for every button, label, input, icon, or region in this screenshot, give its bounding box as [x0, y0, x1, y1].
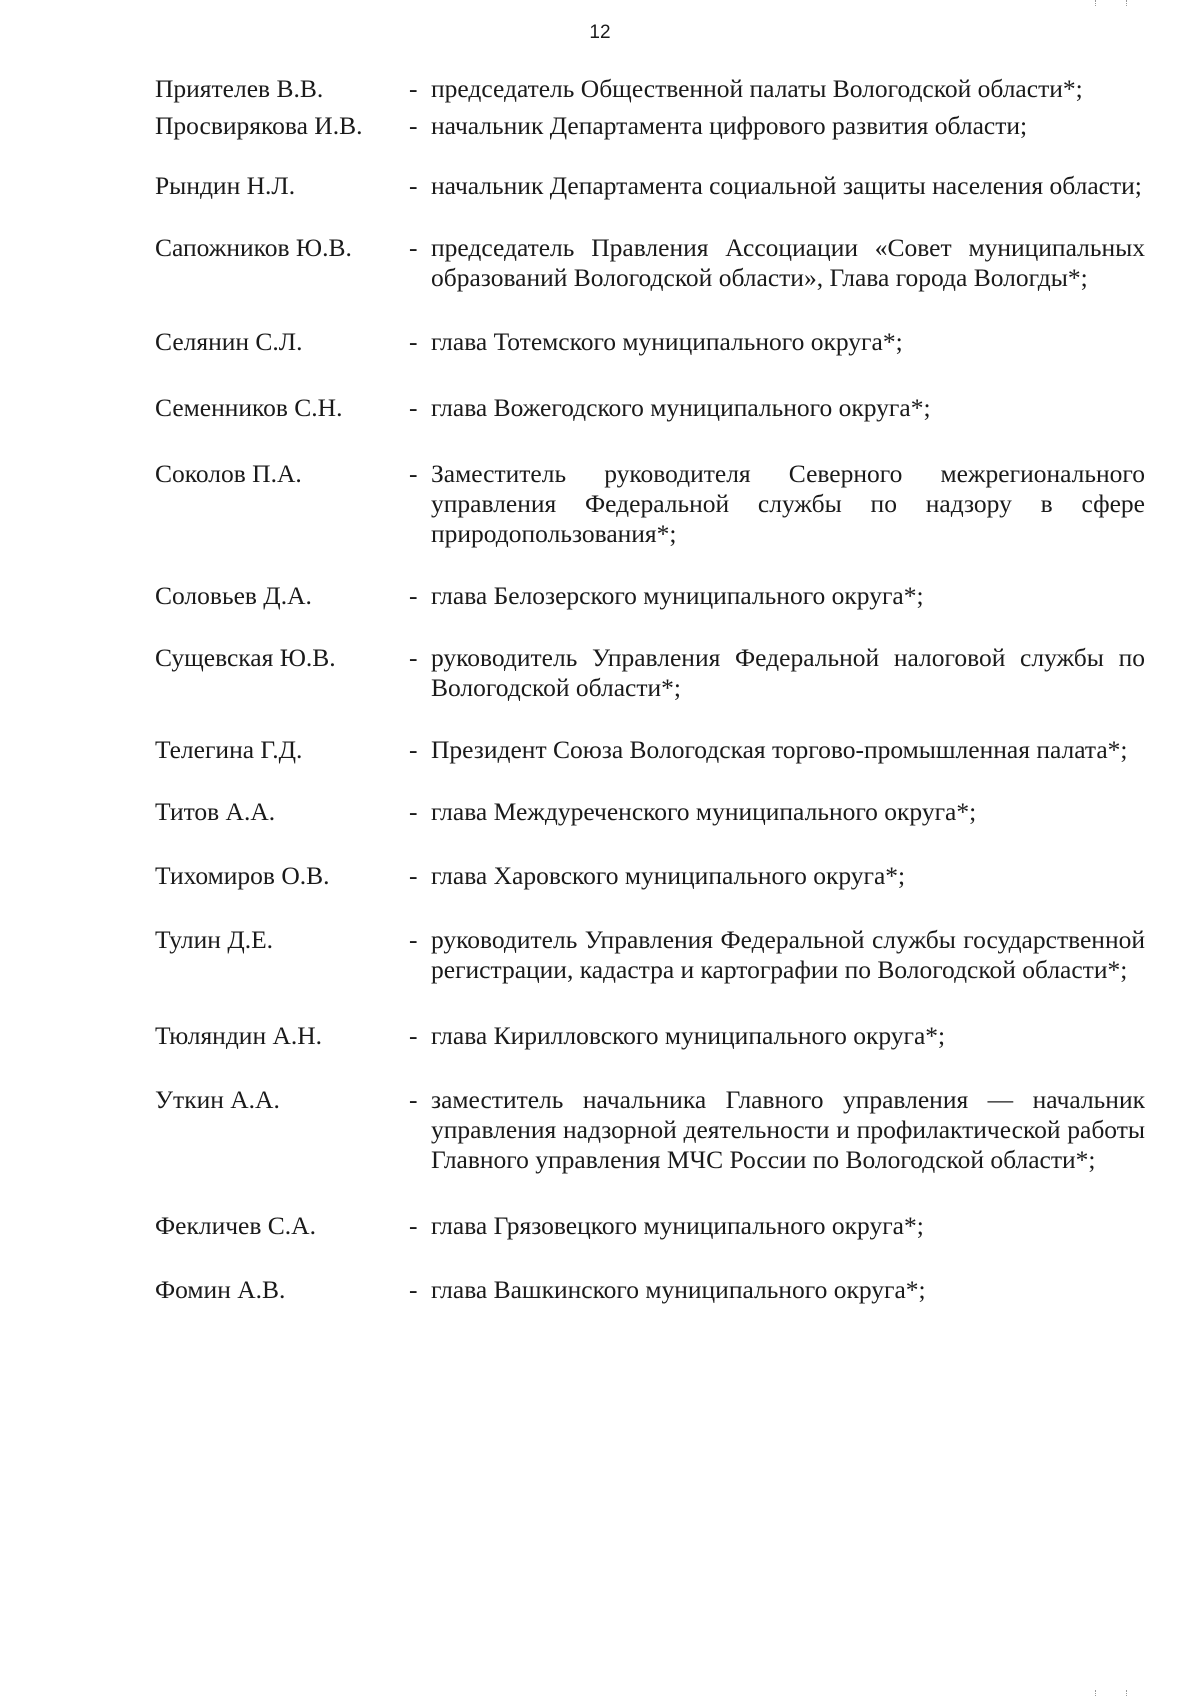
member-name: Фомин А.В. — [155, 1275, 286, 1304]
list-item — [155, 233, 1145, 293]
dash-separator: - — [409, 643, 418, 672]
list-item — [155, 643, 1145, 703]
member-name: Сущевская Ю.В. — [155, 643, 336, 672]
member-position: заместитель начальника Главного управления — начальник управления надзорной деятельности и профилактической работы Главного управления МЧС России по Вологодской области*; — [431, 1085, 1145, 1174]
list-item — [155, 1211, 1145, 1241]
dash-separator: - — [409, 327, 418, 356]
list-item — [155, 1085, 1145, 1175]
members-list — [155, 74, 1145, 1305]
member-name: Семенников С.Н. — [155, 393, 343, 422]
member-name: Тихомиров О.В. — [155, 861, 330, 890]
member-name: Титов А.А. — [155, 797, 276, 826]
member-name: Приятелев В.В. — [155, 74, 324, 103]
member-name: Соловьев Д.А. — [155, 581, 312, 610]
member-name: Сапожников Ю.В. — [155, 233, 352, 262]
dash-separator: - — [409, 735, 418, 764]
member-name: Просвирякова И.В. — [155, 111, 363, 140]
member-position: Президент Союза Вологодская торгово-промышленная палата*; — [431, 735, 1128, 764]
member-name: Соколов П.А. — [155, 459, 302, 488]
member-name: Уткин А.А. — [155, 1085, 280, 1114]
dash-separator: - — [409, 797, 418, 826]
dash-separator: - — [409, 1211, 418, 1240]
dash-separator: - — [409, 459, 418, 488]
member-position: Заместитель руководителя Северного межрегионального управления Федеральной службы по надзору в сфере природопользования*; — [431, 459, 1145, 548]
dash-separator: - — [409, 581, 418, 610]
list-item — [155, 735, 1145, 765]
member-name: Тулин Д.Е. — [155, 925, 274, 954]
list-item — [155, 1275, 1145, 1305]
dash-separator: - — [409, 1275, 418, 1304]
dash-separator: - — [409, 925, 418, 954]
list-item — [155, 581, 1145, 611]
scan-mark-top — [1095, 0, 1127, 6]
list-item — [155, 1021, 1145, 1051]
dash-separator: - — [409, 861, 418, 890]
member-name: Рындин Н.Л. — [155, 171, 296, 200]
member-position: глава Кирилловского муниципального округа*; — [431, 1021, 946, 1050]
list-item — [155, 74, 1145, 104]
dash-separator: - — [409, 171, 418, 200]
list-item — [155, 925, 1145, 985]
dash-separator: - — [409, 74, 418, 103]
member-position: начальник Департамента цифрового развития области; — [431, 111, 1028, 140]
list-item — [155, 861, 1145, 891]
member-name: Селянин С.Л. — [155, 327, 303, 356]
member-position: глава Белозерского муниципального округа*; — [431, 581, 924, 610]
member-position: глава Междуреченского муниципального округа*; — [431, 797, 977, 826]
member-name: Тюляндин А.Н. — [155, 1021, 323, 1050]
member-position: председатель Общественной палаты Вологодской области*; — [431, 74, 1083, 103]
member-position: председатель Правления Ассоциации «Совет муниципальных образований Вологодской области», Глава города Вологды*; — [431, 233, 1145, 292]
scan-mark-bottom — [1095, 1690, 1127, 1696]
member-position: глава Вашкинского муниципального округа*; — [431, 1275, 926, 1304]
member-position: глава Тотемского муниципального округа*; — [431, 327, 903, 356]
page-number: 12 — [589, 22, 611, 43]
list-item — [155, 459, 1145, 549]
member-position: начальник Департамента социальной защиты населения области; — [431, 171, 1142, 200]
list-item — [155, 111, 1145, 141]
list-item — [155, 171, 1145, 201]
dash-separator: - — [409, 1085, 418, 1114]
dash-separator: - — [409, 1021, 418, 1050]
list-item — [155, 393, 1145, 423]
list-item — [155, 327, 1145, 357]
member-position: руководитель Управления Федеральной налоговой службы по Вологодской области*; — [431, 643, 1145, 702]
member-name: Фекличев С.А. — [155, 1211, 316, 1240]
dash-separator: - — [409, 393, 418, 422]
member-position: глава Грязовецкого муниципального округа*; — [431, 1211, 924, 1240]
member-position: руководитель Управления Федеральной службы государственной регистрации, кадастра и картографии по Вологодской области*; — [431, 925, 1145, 984]
dash-separator: - — [409, 233, 418, 262]
list-item — [155, 797, 1145, 827]
member-name: Телегина Г.Д. — [155, 735, 303, 764]
dash-separator: - — [409, 111, 418, 140]
member-position: глава Харовского муниципального округа*; — [431, 861, 906, 890]
member-position: глава Вожегодского муниципального округа*; — [431, 393, 931, 422]
